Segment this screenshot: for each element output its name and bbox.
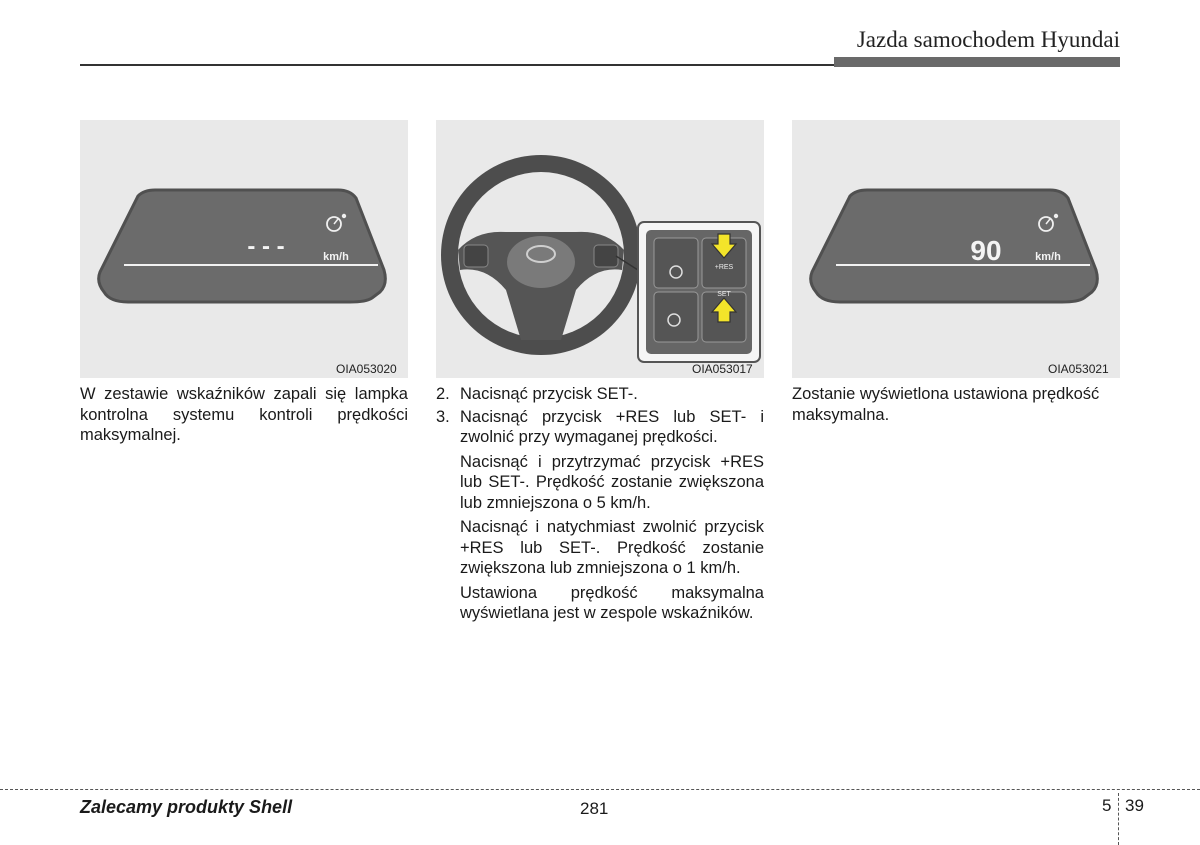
- figure-cluster-off: [80, 120, 408, 378]
- cluster-display-illustration: [792, 120, 1120, 378]
- res-button-label: +RES: [714, 264, 734, 271]
- figure-code: OIA053021: [1048, 362, 1109, 376]
- footer-divider: [0, 789, 1200, 790]
- header-rule: [80, 64, 840, 66]
- footer-slogan: Zalecamy produkty Shell: [80, 797, 293, 817]
- figure-code: OIA053017: [692, 362, 753, 376]
- step-text: Nacisnąć przycisk SET-.: [460, 385, 638, 403]
- cluster-display-illustration: [80, 120, 408, 378]
- footer-page-divider: [1118, 793, 1119, 845]
- steering-wheel-illustration: [436, 120, 764, 378]
- step-number: 2.: [436, 385, 450, 403]
- step-text: Nacisnąć przycisk +RES lub SET- i zwolnić przy wymaganej prędkości.: [460, 407, 764, 446]
- figure-cluster-set: [792, 120, 1120, 378]
- paragraph: Nacisnąć i natychmiast zwolnić przycisk +RES lub SET-. Prędkość zostanie zwiększona lub zmniejszona o 1 km/h.: [460, 518, 764, 577]
- page-header-title: Jazda samochodem Hyundai: [856, 27, 1120, 52]
- footer-page: 39: [1125, 796, 1144, 815]
- figure-code: OIA053020: [336, 362, 397, 376]
- paragraph: Ustawiona prędkość maksymalna wyświetlana jest w zespole wskaźników.: [460, 583, 764, 622]
- step-number: 3.: [436, 407, 450, 426]
- figure-steering-wheel: [436, 120, 764, 378]
- step-item: [436, 384, 764, 405]
- footer-page-number: 281: [580, 799, 609, 818]
- step-item: [436, 407, 764, 448]
- footer-chapter: 5: [1102, 796, 1112, 815]
- speed-readout: 90: [970, 235, 1002, 266]
- speed-readout: - - -: [247, 233, 285, 260]
- paragraph: Nacisnąć i przytrzymać przycisk +RES lub SET-. Prędkość zostanie zwiększona lub zmniejszona o 5 km/h.: [460, 452, 764, 512]
- middle-column: [436, 384, 764, 628]
- right-column-text: Zostanie wyświetlona ustawiona prędkość maksymalna.: [792, 385, 1100, 424]
- left-column-text: W zestawie wskaźników zapali się lampka kontrolna systemu kontroli prędkości maksymalnej.: [80, 385, 408, 444]
- set-button-label: SET: [717, 291, 731, 298]
- unit-label: km/h: [323, 251, 349, 263]
- header-rule-accent: [834, 57, 1120, 67]
- unit-label: km/h: [1035, 251, 1061, 263]
